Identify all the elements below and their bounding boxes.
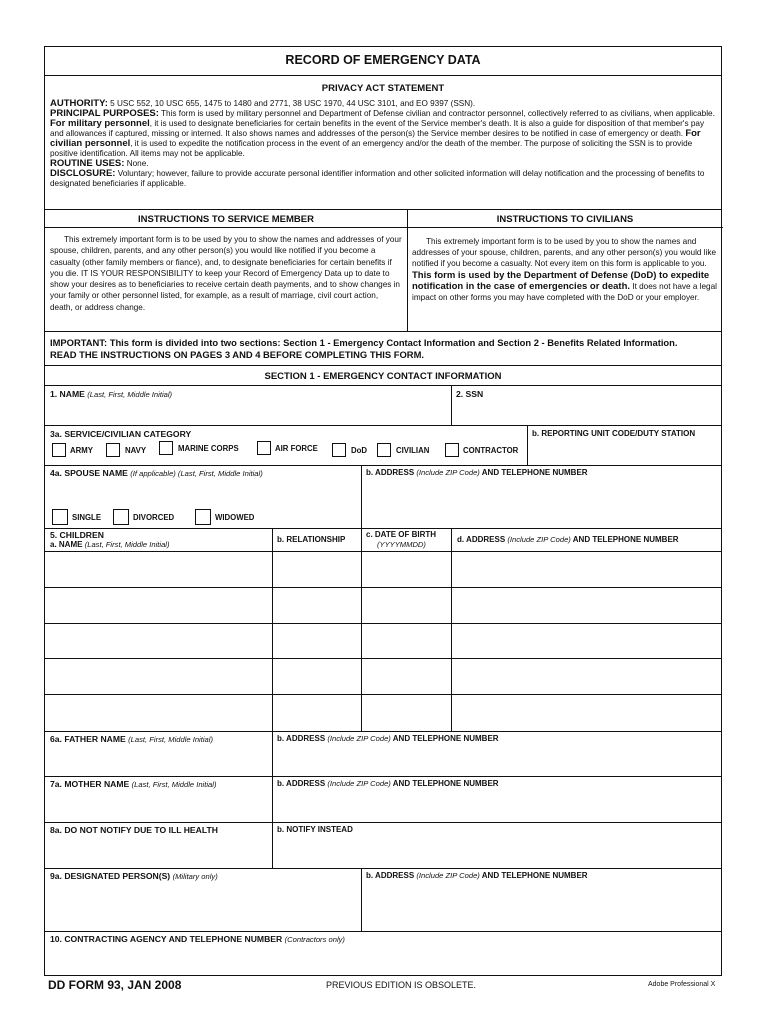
father-address-label: b. ADDRESS (Include ZIP Code) AND TELEPHONE NUMBER [277, 734, 499, 743]
child-3-address-field[interactable] [452, 624, 722, 658]
child-3-name-field[interactable] [45, 624, 272, 658]
name-field[interactable] [45, 399, 451, 425]
father-name-field[interactable] [45, 745, 272, 775]
child-4-name-field[interactable] [45, 659, 272, 694]
dob-label: c. DATE OF BIRTH [366, 530, 437, 539]
civilian-text-1: This extremely important form is to be used by you to show the names and addresses of your spouse, children, parents, and any other person(s) you would like notified if you become a casualty. Not every item on this form is applicable to you. [412, 237, 717, 269]
mother-label: 7a. MOTHER NAME (Last, First, Middle Initial) [50, 779, 217, 789]
member-instructions-text: This extremely important form is to be used by you to show the names and addresses of your spouse, children, parents, and any other person(s) you would like notified if you become a casualty (other family members or fiance), and, to designate beneficiaries for certain benefits if you die. IT IS YOUR RESPONSIBILITY to keep your Record of Emergency Data up to date to show your desires as to beneficiaries to receive certain death payments, and to show changes in your family or other personnel listed, for example, as a result of marriage, civil court action, death, or address change. [50, 235, 402, 312]
notify-instead-field[interactable] [273, 836, 722, 868]
form-title: RECORD OF EMERGENCY DATA [285, 53, 481, 67]
child-5-address-field[interactable] [452, 695, 722, 731]
father-label: 6a. FATHER NAME (Last, First, Middle Initial) [50, 734, 213, 744]
contracting-agency-label: 10. CONTRACTING AGENCY AND TELEPHONE NUMBER (Contractors only) [50, 934, 345, 944]
air-force-label: AIR FORCE [275, 444, 318, 453]
edition-note: PREVIOUS EDITION IS OBSOLETE. [326, 980, 477, 990]
children-address-label: d. ADDRESS (Include ZIP Code) AND TELEPHONE NUMBER [457, 535, 679, 544]
widowed-checkbox[interactable] [195, 509, 211, 525]
purposes-civilian: For civilian personnel [50, 128, 701, 149]
reporting-unit-label: b. REPORTING UNIT CODE/DUTY STATION [532, 429, 696, 438]
designated-person-field[interactable] [45, 882, 361, 931]
contractor-checkbox[interactable] [445, 443, 459, 457]
air-force-checkbox[interactable] [257, 441, 271, 455]
authority-label: AUTHORITY: [50, 98, 108, 109]
marine-corps-checkbox[interactable] [159, 441, 173, 455]
designated-person-label: 9a. DESIGNATED PERSON(S) (Military only) [50, 871, 218, 881]
privacy-statement [50, 99, 718, 189]
spouse-address-field[interactable] [362, 479, 722, 527]
privacy-heading: PRIVACY ACT STATEMENT [321, 83, 445, 94]
child-2-dob-field[interactable] [362, 588, 451, 623]
purposes-text-2: , it is used to designate beneficiaries for certain benefits in the event of the Service member's death. It is also a guide for disposition of that member's pay and allowances if captured, missing or interned. It also shows names and addresses of the person(s) the Service member desires to be notified in case of emergency or death. [50, 119, 705, 138]
widowed-label: WIDOWED [215, 513, 255, 522]
emergency-data-form [44, 46, 722, 976]
child-5-relationship-field[interactable] [273, 695, 361, 731]
contracting-agency-field[interactable] [45, 945, 722, 975]
marine-corps-label: MARINE CORPS [178, 444, 239, 453]
single-checkbox[interactable] [52, 509, 68, 525]
navy-checkbox[interactable] [106, 443, 120, 457]
mother-address-label: b. ADDRESS (Include ZIP Code) AND TELEPHONE NUMBER [277, 779, 499, 788]
name-label: 1. NAME (Last, First, Middle Initial) [50, 389, 173, 399]
child-3-relationship-field[interactable] [273, 624, 361, 658]
child-2-address-field[interactable] [452, 588, 722, 623]
spouse-label: 4a. SPOUSE NAME (If applicable) (Last, First, Middle Initial) [50, 468, 263, 478]
child-4-dob-field[interactable] [362, 659, 451, 694]
civilian-instructions-text [412, 236, 718, 303]
divorced-label: DIVORCED [133, 513, 175, 522]
child-4-relationship-field[interactable] [273, 659, 361, 694]
father-address-field[interactable] [273, 745, 722, 775]
civilian-instructions-heading: INSTRUCTIONS TO CIVILIANS [496, 214, 634, 225]
army-label: ARMY [70, 446, 93, 455]
civilian-text-bold: This form is used by the Department of Defense (DoD) to expedite notification in the case of emergencies or death. [412, 269, 710, 292]
child-3-dob-field[interactable] [362, 624, 451, 658]
child-1-relationship-field[interactable] [273, 552, 361, 587]
disclosure-text: Voluntary; however, failure to provide accurate personal identifier information and other solicited information will delay notification and the processing of benefits to designated beneficiaries if applicable. [50, 169, 705, 188]
civilian-checkbox[interactable] [377, 443, 391, 457]
important-note: IMPORTANT: This form is divided into two sections: Section 1 - Emergency Contact Information and Section 2 - Benefits Related Information. READ THE INSTRUCTIONS ON PAGES 3 AND 4 BEFORE COMPLETING THIS FORM. [50, 337, 678, 360]
routine-text: None. [124, 159, 149, 168]
ill-health-label: 8a. DO NOT NOTIFY DUE TO ILL HEALTH [50, 825, 218, 835]
navy-label: NAVY [125, 446, 147, 455]
ssn-label: 2. SSN [456, 389, 484, 399]
child-4-address-field[interactable] [452, 659, 722, 694]
purposes-label: PRINCIPAL PURPOSES: [50, 108, 159, 119]
routine-label: ROUTINE USES: [50, 158, 125, 169]
child-5-name-field[interactable] [45, 695, 272, 731]
child-1-dob-field[interactable] [362, 552, 451, 587]
form-number: DD FORM 93, JAN 2008 [48, 978, 182, 992]
civilian-label: CIVILIAN [396, 446, 430, 455]
child-2-relationship-field[interactable] [273, 588, 361, 623]
civilian-text-2: It does not have a legal impact on other forms you may have completed with the DoD or your employer. [412, 281, 717, 303]
disclosure-label: DISCLOSURE: [50, 168, 116, 179]
mother-address-field[interactable] [273, 790, 722, 821]
dod-checkbox[interactable] [332, 443, 346, 457]
designated-address-field[interactable] [362, 882, 722, 931]
army-checkbox[interactable] [52, 443, 66, 457]
child-5-dob-field[interactable] [362, 695, 451, 731]
relationship-label: b. RELATIONSHIP [277, 535, 346, 544]
spouse-address-label: b. ADDRESS (Include ZIP Code) AND TELEPHONE NUMBER [366, 468, 588, 477]
divorced-checkbox[interactable] [113, 509, 129, 525]
authority-text: 5 USC 552, 10 USC 655, 1475 to 1480 and 2771, 38 USC 1970, 44 USC 3101, and EO 9397 (SSN). [107, 99, 476, 108]
purposes-text: This form is used by military personnel and Department of Defense civilian and contractor personnel, collectively referred to as civilians, when applicable. [158, 109, 715, 118]
category-label: 3a. SERVICE/CIVILIAN CATEGORY [50, 429, 192, 439]
spouse-name-field[interactable] [45, 479, 361, 505]
ill-health-field[interactable] [45, 836, 272, 868]
reporting-unit-field[interactable] [528, 441, 722, 465]
dod-label: DoD [351, 446, 368, 455]
mother-name-field[interactable] [45, 790, 272, 821]
dob-hint: (YYYYMMDD) [377, 540, 426, 549]
purposes-military: For military personnel [50, 118, 150, 129]
section1-heading: SECTION 1 - EMERGENCY CONTACT INFORMATION [264, 371, 502, 382]
children-name-label: a. NAME (Last, First, Middle Initial) [50, 540, 170, 549]
single-label: SINGLE [72, 513, 102, 522]
notify-instead-label: b. NOTIFY INSTEAD [277, 825, 353, 834]
purposes-text-3: , it is used to expedite the notification process in the event of an emergency and/or the death of the member. The purpose of soliciting the SSN is to provide positive identification. All items may not be applicable. [50, 139, 693, 158]
child-1-name-field[interactable] [45, 552, 272, 587]
child-2-name-field[interactable] [45, 588, 272, 623]
ssn-field[interactable] [452, 399, 722, 425]
contractor-label: CONTRACTOR [463, 446, 519, 455]
designated-address-label: b. ADDRESS (Include ZIP Code) AND TELEPHONE NUMBER [366, 871, 588, 880]
children-label: 5. CHILDREN [50, 530, 104, 540]
software-note: Adobe Professional X [648, 981, 716, 988]
child-1-address-field[interactable] [452, 552, 722, 587]
member-instructions-heading: INSTRUCTIONS TO SERVICE MEMBER [138, 214, 314, 225]
